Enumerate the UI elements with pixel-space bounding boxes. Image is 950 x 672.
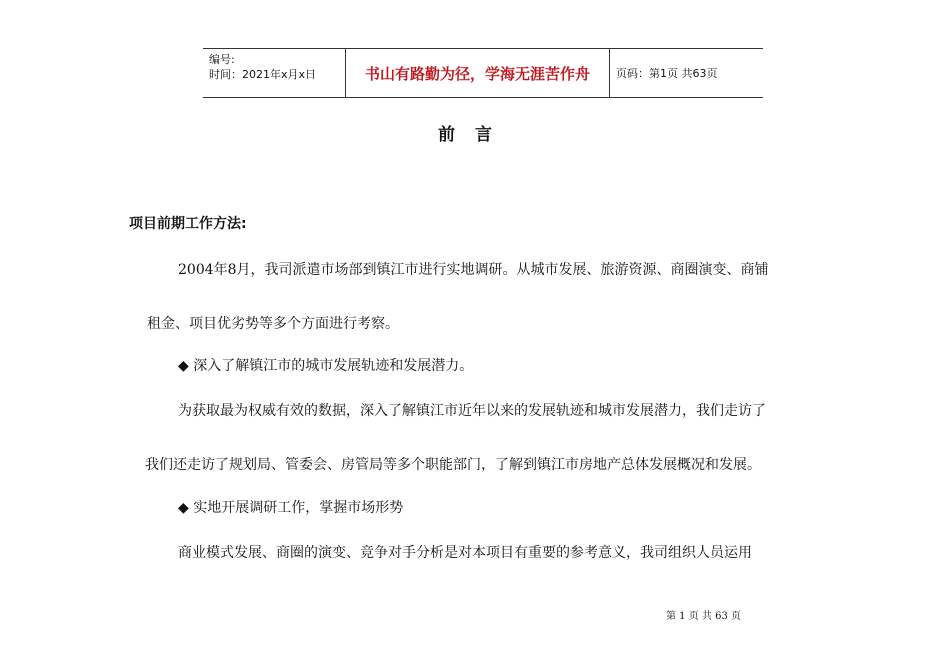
header-motto: 书山有路勤为径，学海无涯苦作舟 bbox=[364, 64, 590, 83]
bullet-item: ◆ 深入了解镇江市的城市发展轨迹和发展潜力。 bbox=[178, 358, 474, 374]
time-label: 时间：2021年x月x日 bbox=[209, 68, 317, 81]
document-title: 前言 bbox=[438, 125, 512, 145]
header-divider bbox=[609, 49, 610, 97]
paragraph: 商业模式发展、商圈的演变、竞争对手分析是对本项目有重要的参考意义，我司组织人员运用 bbox=[178, 545, 752, 561]
page-footer: 第 1 页 共 63 页 bbox=[666, 611, 741, 622]
bullet-item: ◆ 实地开展调研工作，掌握市场形势 bbox=[178, 500, 404, 516]
number-label: 编号: bbox=[209, 53, 235, 66]
header-meta bbox=[209, 52, 316, 82]
paragraph: 租金、项目优劣势等多个方面进行考察。 bbox=[147, 316, 399, 332]
paragraph: 为获取最为权威有效的数据，深入了解镇江市近年以来的发展轨迹和城市发展潜力，我们走访了 bbox=[178, 403, 766, 419]
paragraph: 2004年8月，我司派遣市场部到镇江市进行实地调研。从城市发展、旅游资源、商圈演变、商铺 bbox=[178, 262, 769, 278]
page-header bbox=[203, 48, 763, 98]
paragraph: 我们还走访了规划局、管委会、房管局等多个职能部门，了解到镇江市房地产总体发展概况和发展。 bbox=[145, 457, 761, 473]
header-page-info: 页码：第1页 共63页 bbox=[616, 67, 718, 80]
section-heading: 项目前期工作方法: bbox=[129, 216, 247, 232]
